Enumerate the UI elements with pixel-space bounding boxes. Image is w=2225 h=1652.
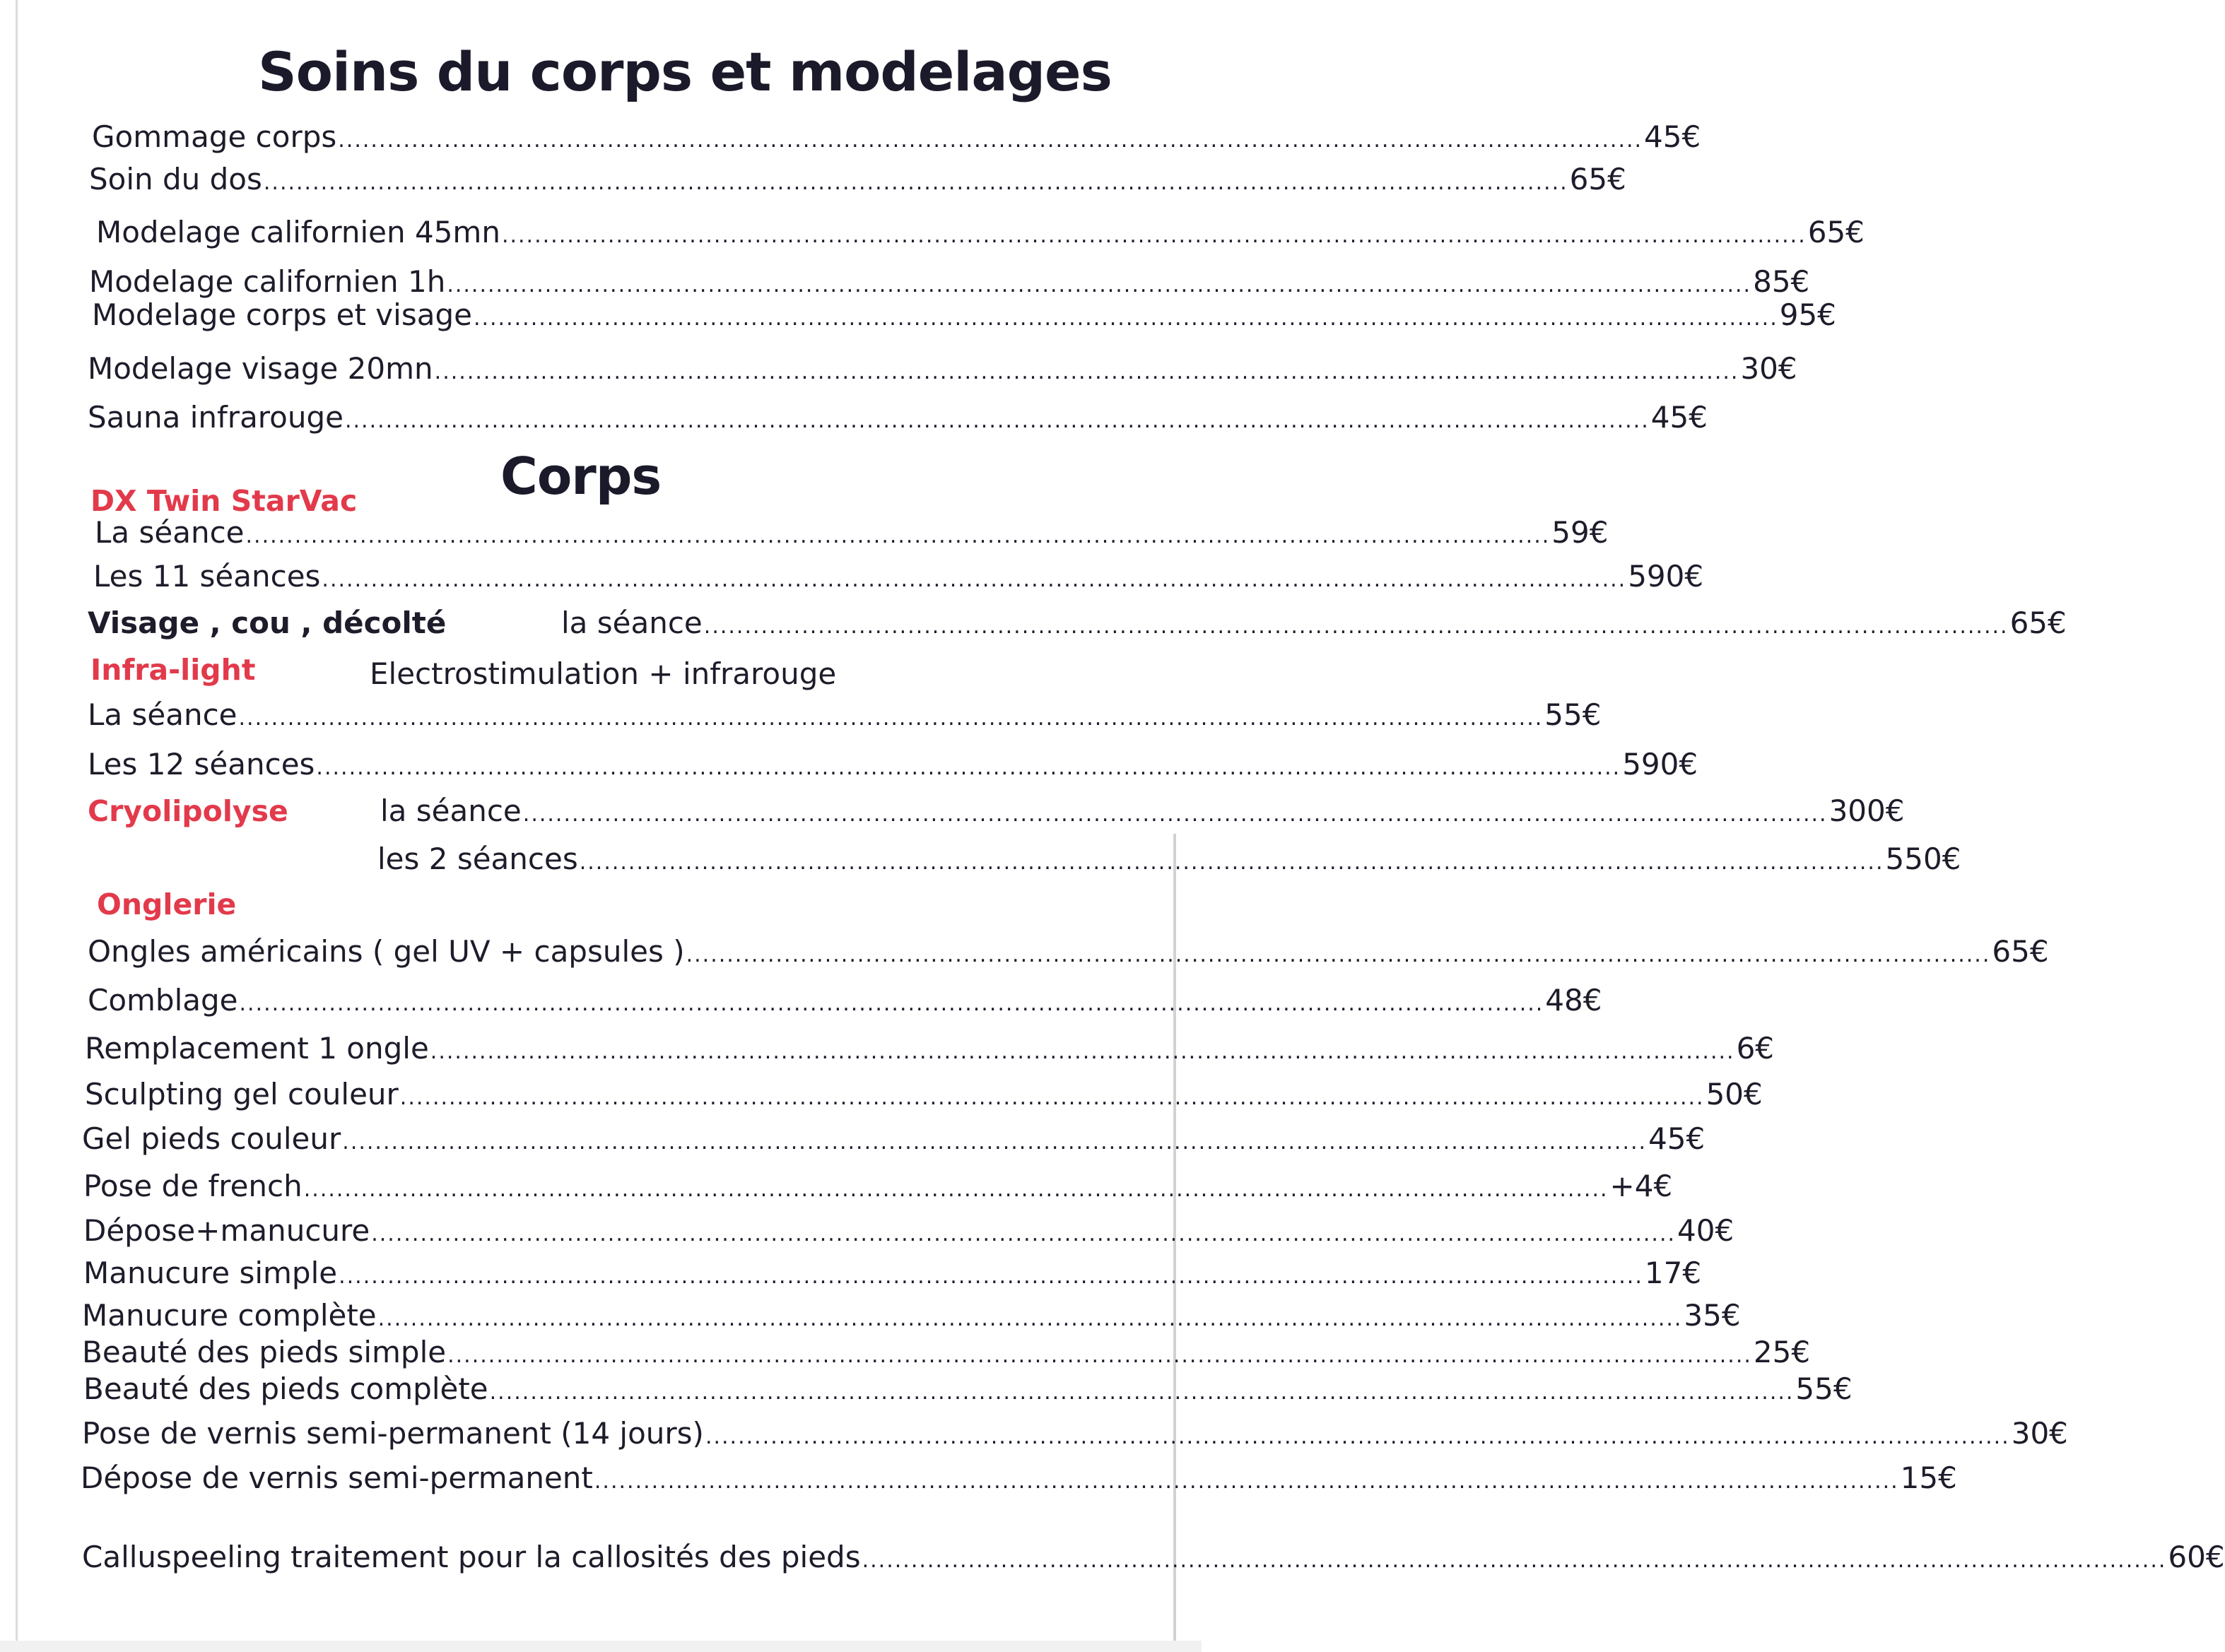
item-label: Gommage corps bbox=[92, 119, 337, 154]
price-row-dx-seance bbox=[95, 515, 1609, 550]
dot-leader: ................................................................................................................................................................ bbox=[430, 1039, 1735, 1064]
section-title-corps: Corps bbox=[500, 447, 662, 506]
price-row-ongles-americains bbox=[88, 934, 2049, 969]
item-label: les 2 séances bbox=[377, 842, 578, 876]
dot-leader: ................................................................................................................................................................ bbox=[447, 1343, 1752, 1368]
item-label: Dépose+manucure bbox=[83, 1213, 370, 1248]
item-label: Modelage corps et visage bbox=[92, 297, 472, 332]
dot-leader: ................................................................................................................................................................ bbox=[338, 128, 1643, 153]
dot-leader: ................................................................................................................................................................ bbox=[371, 1222, 1677, 1246]
item-price: 550€ bbox=[1885, 842, 1961, 876]
item-price: 48€ bbox=[1545, 983, 1602, 1017]
dot-leader: ................................................................................................................................................................ bbox=[245, 524, 1551, 548]
dot-leader: ................................................................................................................................................................ bbox=[434, 360, 1739, 384]
dot-leader: ................................................................................................................................................................ bbox=[447, 273, 1752, 297]
category-infra-light: Infra-light bbox=[90, 653, 256, 687]
dot-leader: ................................................................................................................................................................ bbox=[399, 1085, 1705, 1110]
dot-leader: ................................................................................................................................................................ bbox=[686, 943, 1991, 967]
item-price: 65€ bbox=[1569, 162, 1626, 196]
price-row-infra-seance bbox=[88, 697, 1602, 732]
item-label: Sauna infrarouge bbox=[88, 400, 344, 435]
item-price: +4€ bbox=[1609, 1169, 1673, 1203]
item-price: 40€ bbox=[1677, 1213, 1734, 1248]
price-row-infra-12 bbox=[88, 747, 1698, 781]
dot-leader: ................................................................................................................................................................ bbox=[303, 1177, 1609, 1202]
price-row-manucure-complete bbox=[82, 1298, 1741, 1333]
price-row-dx-11 bbox=[93, 559, 1704, 594]
item-price: 17€ bbox=[1644, 1256, 1702, 1290]
price-row-soin-dos bbox=[89, 162, 1626, 196]
item-label: Comblage bbox=[88, 983, 238, 1017]
price-row-gel-pieds bbox=[82, 1121, 1706, 1156]
item-label: Soin du dos bbox=[89, 162, 262, 196]
price-row-pieds-complete bbox=[83, 1371, 1853, 1406]
item-price: 45€ bbox=[1648, 1121, 1706, 1156]
item-label: Ongles américains ( gel UV + capsules ) bbox=[88, 934, 685, 969]
item-price: 59€ bbox=[1551, 515, 1609, 550]
dot-leader: ................................................................................................................................................................ bbox=[377, 1306, 1683, 1331]
price-row-cryo-seance bbox=[380, 793, 1905, 828]
item-price: 85€ bbox=[1753, 264, 1810, 299]
price-row-visage-cou bbox=[88, 606, 2067, 640]
item-price: 300€ bbox=[1828, 793, 1905, 828]
category-dx-twin-starvac: DX Twin StarVac bbox=[90, 484, 358, 518]
item-label: Manucure complète bbox=[82, 1298, 377, 1333]
item-price: 50€ bbox=[1706, 1077, 1763, 1111]
item-sub-label: la séance bbox=[561, 606, 703, 640]
price-row-californien-45 bbox=[96, 215, 1865, 249]
item-label: Les 12 séances bbox=[88, 747, 315, 781]
item-label: Manucure simple bbox=[83, 1256, 338, 1290]
item-price: 55€ bbox=[1544, 697, 1602, 732]
item-price: 65€ bbox=[2009, 606, 2067, 640]
price-row-french bbox=[83, 1169, 1673, 1203]
price-row-calluspeeling bbox=[82, 1540, 2225, 1574]
price-row-cryo-2 bbox=[377, 842, 1961, 876]
dot-leader: ................................................................................................................................................................ bbox=[489, 1380, 1795, 1405]
item-price: 65€ bbox=[1992, 934, 2049, 969]
price-row-gommage bbox=[92, 119, 1701, 154]
price-row-manucure-simple bbox=[83, 1256, 1702, 1290]
scan-left-edge bbox=[16, 0, 18, 1652]
price-row-remplacement bbox=[85, 1031, 1775, 1066]
dot-leader: ................................................................................................................................................................ bbox=[862, 1548, 2167, 1573]
item-label: Pose de vernis semi-permanent (14 jours) bbox=[82, 1416, 704, 1451]
item-label: Dépose de vernis semi-permanent bbox=[81, 1461, 593, 1495]
item-price: 60€ bbox=[2168, 1540, 2225, 1574]
item-label: Modelage californien 45mn bbox=[96, 215, 500, 249]
scan-bottom-edge bbox=[0, 1641, 1202, 1652]
dot-leader: ................................................................................................................................................................ bbox=[316, 755, 1621, 780]
dot-leader: ................................................................................................................................................................ bbox=[473, 306, 1778, 331]
price-row-californien-1h bbox=[89, 264, 1810, 299]
item-price: 6€ bbox=[1736, 1031, 1775, 1066]
dot-leader: ................................................................................................................................................................ bbox=[703, 614, 2009, 639]
item-price: 25€ bbox=[1753, 1335, 1811, 1369]
dot-leader: ................................................................................................................................................................ bbox=[322, 567, 1627, 592]
price-row-depose-manucure bbox=[83, 1213, 1734, 1248]
item-price: 30€ bbox=[1740, 351, 1797, 386]
item-label: Les 11 séances bbox=[93, 559, 321, 594]
item-label: Pose de french bbox=[83, 1169, 303, 1203]
item-label: Beauté des pieds simple bbox=[82, 1335, 447, 1369]
item-label: Remplacement 1 ongle bbox=[85, 1031, 429, 1066]
dot-leader: ................................................................................................................................................................ bbox=[239, 991, 1544, 1016]
item-price: 45€ bbox=[1650, 400, 1708, 435]
item-label: Gel pieds couleur bbox=[82, 1121, 341, 1156]
dot-leader: ................................................................................................................................................................ bbox=[579, 850, 1884, 875]
item-price: 30€ bbox=[2011, 1416, 2068, 1451]
item-label: La séance bbox=[88, 697, 237, 732]
item-price: 590€ bbox=[1622, 747, 1698, 781]
dot-leader: ................................................................................................................................................................ bbox=[263, 170, 1568, 195]
price-row-depose-vernis bbox=[81, 1461, 1957, 1495]
price-row-corps-visage bbox=[92, 297, 1836, 332]
item-price: 65€ bbox=[1807, 215, 1865, 249]
dot-leader: ................................................................................................................................................................ bbox=[522, 802, 1828, 827]
item-label: Sculpting gel couleur bbox=[85, 1077, 399, 1111]
item-price: 55€ bbox=[1795, 1371, 1853, 1406]
dot-leader: ................................................................................................................................................................ bbox=[594, 1469, 1899, 1494]
item-label: La séance bbox=[95, 515, 245, 550]
dot-leader: ................................................................................................................................................................ bbox=[501, 223, 1807, 248]
item-price: 95€ bbox=[1779, 297, 1836, 332]
price-row-comblage bbox=[88, 983, 1602, 1017]
price-row-pieds-simple bbox=[82, 1335, 1811, 1369]
infra-light-description: Electrostimulation + infrarouge bbox=[370, 656, 837, 691]
item-label: Calluspeeling traitement pour la callosités des pieds bbox=[82, 1540, 861, 1574]
dot-leader: ................................................................................................................................................................ bbox=[339, 1264, 1643, 1289]
category-onglerie: Onglerie bbox=[97, 887, 237, 921]
price-row-visage-20 bbox=[88, 351, 1797, 386]
dot-leader: ................................................................................................................................................................ bbox=[342, 1130, 1648, 1155]
item-price: 45€ bbox=[1644, 119, 1701, 154]
price-row-sauna bbox=[88, 400, 1708, 435]
item-label: Modelage californien 1h bbox=[89, 264, 446, 299]
category-cryolipolyse: Cryolipolyse bbox=[88, 794, 288, 828]
item-price: 15€ bbox=[1900, 1461, 1957, 1495]
dot-leader: ................................................................................................................................................................ bbox=[238, 706, 1544, 731]
item-price: 590€ bbox=[1628, 559, 1704, 594]
item-label: la séance bbox=[380, 793, 522, 828]
price-row-sculpting bbox=[85, 1077, 1763, 1111]
dot-leader: ................................................................................................................................................................ bbox=[344, 408, 1650, 433]
dot-leader: ................................................................................................................................................................ bbox=[705, 1424, 2010, 1449]
section-title-soins: Soins du corps et modelages bbox=[258, 40, 1112, 103]
item-price: 35€ bbox=[1684, 1298, 1741, 1333]
price-row-pose-vernis bbox=[82, 1416, 2068, 1451]
item-label: Modelage visage 20mn bbox=[88, 351, 433, 386]
item-label: Visage , cou , décolté bbox=[88, 606, 447, 640]
item-label: Beauté des pieds complète bbox=[83, 1371, 488, 1406]
